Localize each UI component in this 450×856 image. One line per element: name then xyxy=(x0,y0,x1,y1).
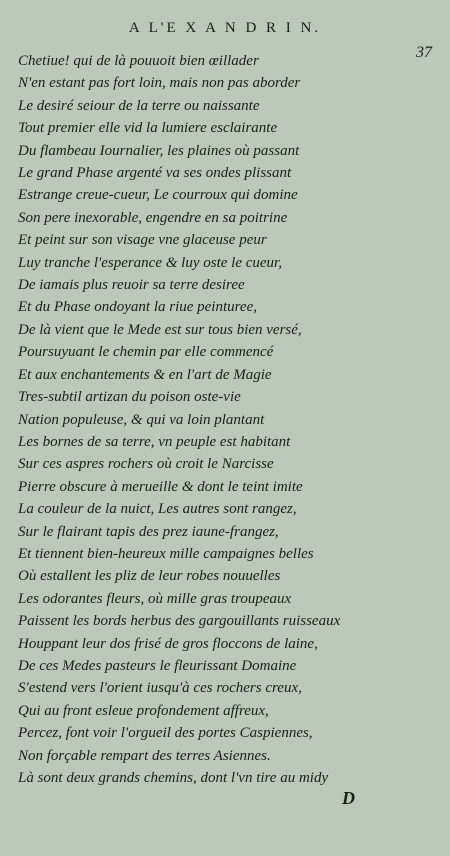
verse-line: Du flambeau Iournalier, les plaines où passant xyxy=(18,142,300,159)
verse-line: La couleur de la nuict, Les autres sont rangez, xyxy=(18,501,297,518)
verse-line: Houppant leur dos frisé de gros floccons de laine, xyxy=(18,635,318,652)
verse-line: Percez, font voir l'orgueil des portes Caspiennes, xyxy=(18,725,313,742)
verse-line: Et aux enchantements & en l'art de Magie xyxy=(18,366,272,383)
verse-line: S'estend vers l'orient iusqu'à ces rochers creux, xyxy=(18,680,302,697)
verse-line: Sur le flairant tapis des prez iaune-frangez, xyxy=(18,523,279,540)
verse-block xyxy=(18,50,418,789)
verse-line: Le desiré seiour de la terre ou naissante xyxy=(18,97,260,114)
verse-line: Les odorantes fleurs, où mille gras troupeaux xyxy=(18,590,292,607)
running-head: A L'E X A N D R I N. xyxy=(128,20,322,36)
verse-line: De ces Medes pasteurs le fleurissant Domaine xyxy=(18,657,297,674)
verse-line: N'en estant pas fort loin, mais non pas aborder xyxy=(18,75,301,92)
verse-line: Pierre obscure à merueille & dont le teint imite xyxy=(18,478,303,495)
verse-line: Son pere inexorable, engendre en sa poitrine xyxy=(18,209,288,226)
verse-line: Non forçable rempart des terres Asiennes. xyxy=(18,747,271,764)
verse-line: Les bornes de sa terre, vn peuple est habitant xyxy=(18,433,291,450)
verse-line: Et du Phase ondoyant la riue peinturee, xyxy=(18,299,257,316)
verse-line: Où estallent les pliz de leur robes nouuelles xyxy=(18,568,281,585)
verse-line: Et tiennent bien-heureux mille campaignes belles xyxy=(18,545,314,562)
verse-line: Paissent les bords herbus des gargouillants ruisseaux xyxy=(18,613,341,630)
verse-line: Estrange creue-cueur, Le courroux qui domine xyxy=(18,187,298,204)
verse-line: Poursuyuant le chemin par elle commencé xyxy=(18,344,274,361)
verse-line: Et peint sur son visage vne glaceuse peur xyxy=(18,232,267,249)
verse-line: Là sont deux grands chemins, dont l'vn tire au midy xyxy=(18,770,329,786)
verse-line: Qui au front esleue profondement affreux, xyxy=(18,702,269,719)
verse-line: Sur ces aspres rochers où croit le Narcisse xyxy=(18,456,274,473)
page-number: 37 xyxy=(416,44,432,61)
verse-line: De là vient que le Mede est sur tous bien versé, xyxy=(18,321,302,338)
verse-line: Luy tranche l'esperance & luy oste le cueur, xyxy=(18,254,282,271)
verse-line: Nation populeuse, & qui va loin plantant xyxy=(18,411,265,428)
verse-line: Tout premier elle vid la lumiere esclairante xyxy=(18,120,278,137)
verse-line: De iamais plus reuoir sa terre desiree xyxy=(18,277,245,294)
verse-line: Chetiue! qui de là pouuoit bien œillader xyxy=(18,53,259,69)
verse-line: Le grand Phase argenté va ses ondes plissant xyxy=(18,165,292,182)
signature-mark: D xyxy=(342,788,355,808)
verse-line: Tres-subtil artizan du poison oste-vie xyxy=(18,389,241,406)
